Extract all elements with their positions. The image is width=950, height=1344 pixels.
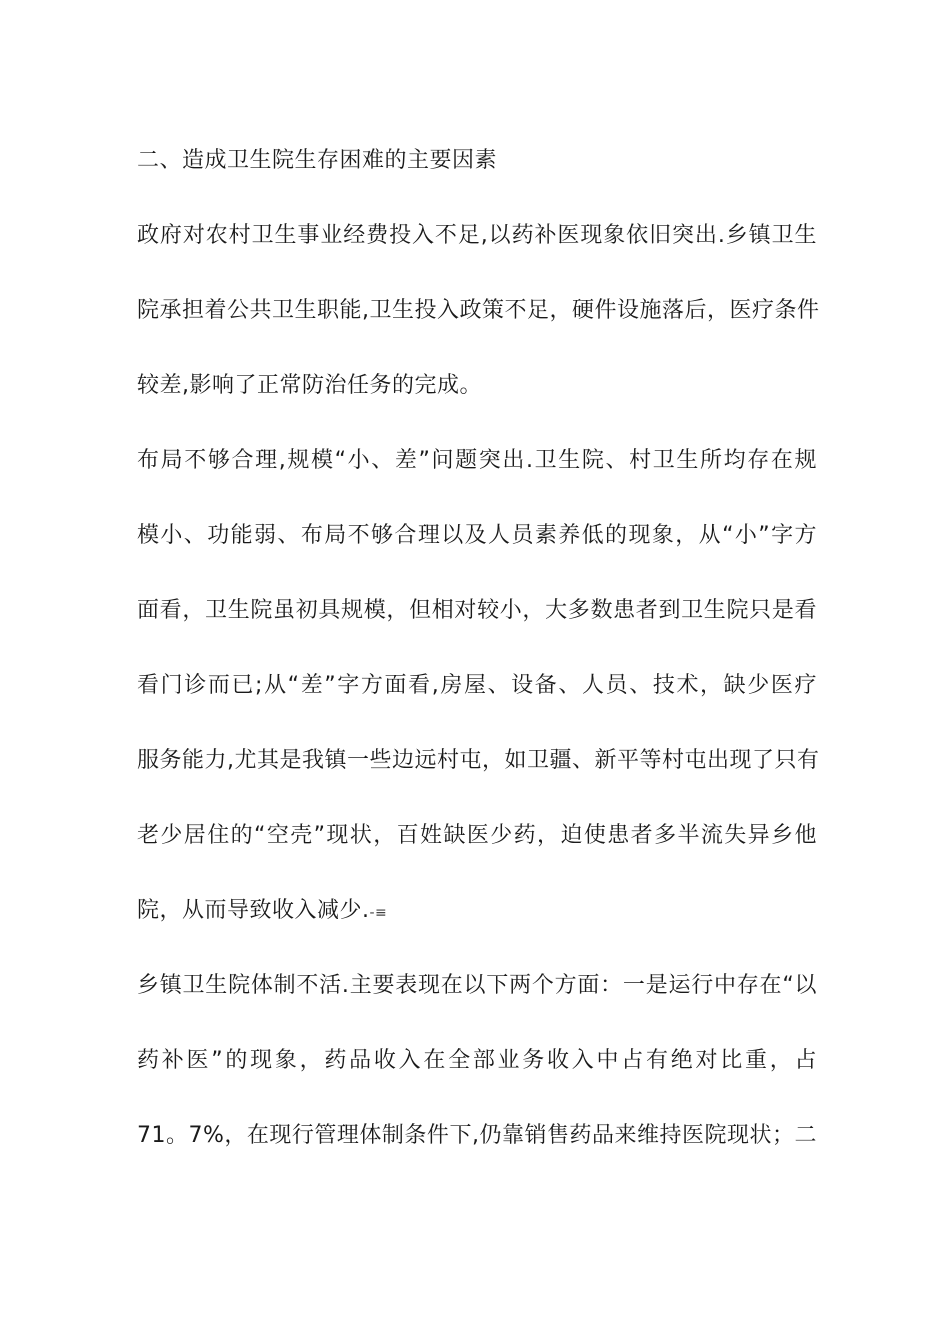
paragraph-1-line-2: 院承担着公共卫生职能,卫生投入政策不足，硬件设施落后，医疗条件	[137, 298, 820, 323]
paragraph-2-line-3: 面看，卫生院虽初具规模，但相对较小，大多数患者到卫生院只是看	[137, 598, 817, 623]
paragraph-2-line-7	[137, 896, 817, 928]
paragraph-2-line-6: 老少居住的“空壳”现状，百姓缺医少药，迫使患者多半流失异乡他	[137, 823, 817, 848]
paragraph-3-line-2: 药补医”的现象，药品收入在全部业务收入中占有绝对比重，占	[137, 1048, 817, 1073]
paragraph-2-line-7-text: 院，从而导致收入减少.	[137, 898, 370, 923]
paragraph-2-line-5: 服务能力,尤其是我镇一些边远村屯，如卫疆、新平等村屯出现了只有	[137, 748, 820, 773]
paragraph-end-mark: -≡	[369, 905, 388, 921]
paragraph-3-line-3: 71。7%，在现行管理体制条件下,仍靠销售药品来维持医院现状；二	[137, 1123, 817, 1148]
paragraph-2-line-4: 看门诊而已;从“差”字方面看,房屋、设备、人员、技术，缺少医疗	[137, 673, 817, 698]
paragraph-3-line-1: 乡镇卫生院体制不活.主要表现在以下两个方面：一是运行中存在“以	[137, 973, 817, 998]
paragraph-1-line-1: 政府对农村卫生事业经费投入不足,以药补医现象依旧突出.乡镇卫生	[137, 223, 817, 248]
paragraph-1-line-3: 较差,影响了正常防治任务的完成。	[137, 373, 482, 398]
section-heading: 二、造成卫生院生存困难的主要因素	[137, 148, 498, 173]
paragraph-2-line-1: 布局不够合理,规模“小、差”问题突出.卫生院、村卫生所均存在规	[137, 448, 817, 473]
paragraph-2-line-2: 模小、功能弱、布局不够合理以及人员素养低的现象，从“小”字方	[137, 523, 817, 548]
